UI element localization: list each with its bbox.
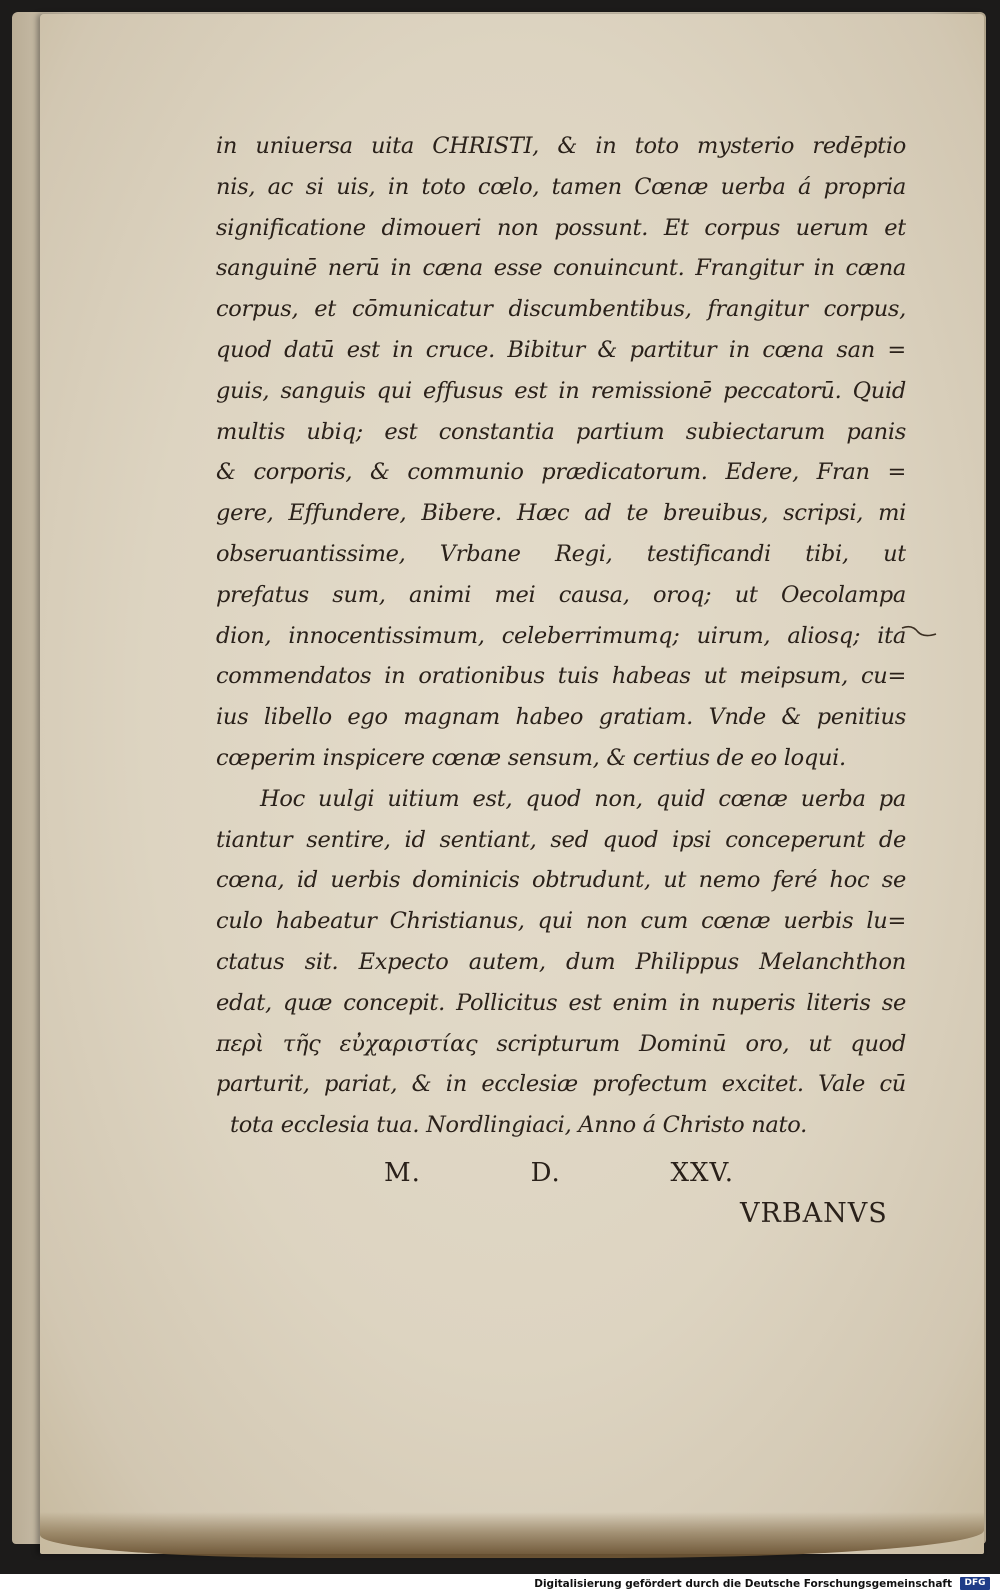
signature: VRBANVS bbox=[740, 1198, 888, 1229]
text-line: & corporis, & communio prædicatorum. Edere, Fran = bbox=[216, 459, 906, 486]
text-line: significatione dimoueri non possunt. Et corpus uerum et bbox=[216, 214, 906, 241]
text-line: tiantur sentire, id sentiant, sed quod ipsi conceperunt de bbox=[216, 826, 906, 853]
date-part: M. bbox=[384, 1158, 421, 1188]
date-part: XXV. bbox=[670, 1158, 734, 1188]
text-line: tota ecclesia tua. Nordlingiaci, Anno á Christo nato. bbox=[230, 1112, 807, 1139]
page-bottom-edge bbox=[40, 1512, 984, 1558]
text-line: ius libello ego magnam habeo gratiam. Vnde & penitius bbox=[216, 704, 906, 731]
footer-credit: Digitalisierung gefördert durch die Deutsche Forschungsgemeinschaft bbox=[534, 1578, 952, 1590]
text-line: prefatus sum, animi mei causa, oroq; ut Oecolampa bbox=[216, 581, 906, 608]
text-line: quod datū est in cruce. Bibitur & partitur in cœna san = bbox=[216, 336, 906, 363]
text-line: cœperim inspicere cœnæ sensum, & certius de eo loqui. bbox=[216, 744, 846, 771]
text-line: guis, sanguis qui effusus est in remissionē peccatorū. Quid bbox=[216, 377, 906, 404]
dfg-logo: DFG bbox=[960, 1577, 990, 1590]
date-part: D. bbox=[530, 1158, 561, 1188]
text-line: περὶ τῆς εὐχαριστίας scripturum Dominū oro, ut quod bbox=[216, 1030, 906, 1057]
text-line: edat, quæ concepit. Pollicitus est enim in nuperis literis se bbox=[216, 989, 906, 1016]
text-line: gere, Effundere, Bibere. Hæc ad te breuibus, scripsi, mi bbox=[216, 500, 906, 527]
text-line: ctatus sit. Expecto autem, dum Philippus Melanchthon bbox=[216, 948, 906, 975]
main-text bbox=[216, 126, 906, 1146]
margin-mark bbox=[900, 622, 940, 642]
text-line: obseruantissime, Vrbane Regi, testificandi tibi, ut bbox=[216, 540, 906, 567]
text-line: culo habeatur Christianus, qui non cum cœnæ uerbis lu= bbox=[216, 908, 906, 935]
text-line: nis, ac si uis, in toto cœlo, tamen Cœnæ uerba á propria bbox=[216, 173, 906, 200]
text-line: corpus, et cōmunicatur discumbentibus, frangitur corpus, bbox=[216, 296, 906, 323]
text-line: dion, innocentissimum, celeberrimumq; uirum, aliosq; ita bbox=[216, 622, 906, 649]
text-line: sanguinē nerū in cæna esse conuincunt. Frangitur in cæna bbox=[216, 255, 906, 282]
text-line: parturit, pariat, & in ecclesiæ profectum excitet. Vale cū bbox=[216, 1071, 906, 1098]
text-line: Hoc uulgi uitium est, quod non, quid cœnæ uerba pa bbox=[260, 785, 906, 812]
text-line: multis ubiq; est constantia partium subiectarum panis bbox=[216, 418, 906, 445]
text-line: commendatos in orationibus tuis habeas ut meipsum, cu= bbox=[216, 663, 906, 690]
text-line: cœna, id uerbis dominicis obtrudunt, ut nemo feré hoc se bbox=[216, 867, 906, 894]
text-line: in uniuersa uita CHRISTI, & in toto mysterio redēptio bbox=[216, 133, 906, 159]
date-line bbox=[384, 1158, 734, 1188]
